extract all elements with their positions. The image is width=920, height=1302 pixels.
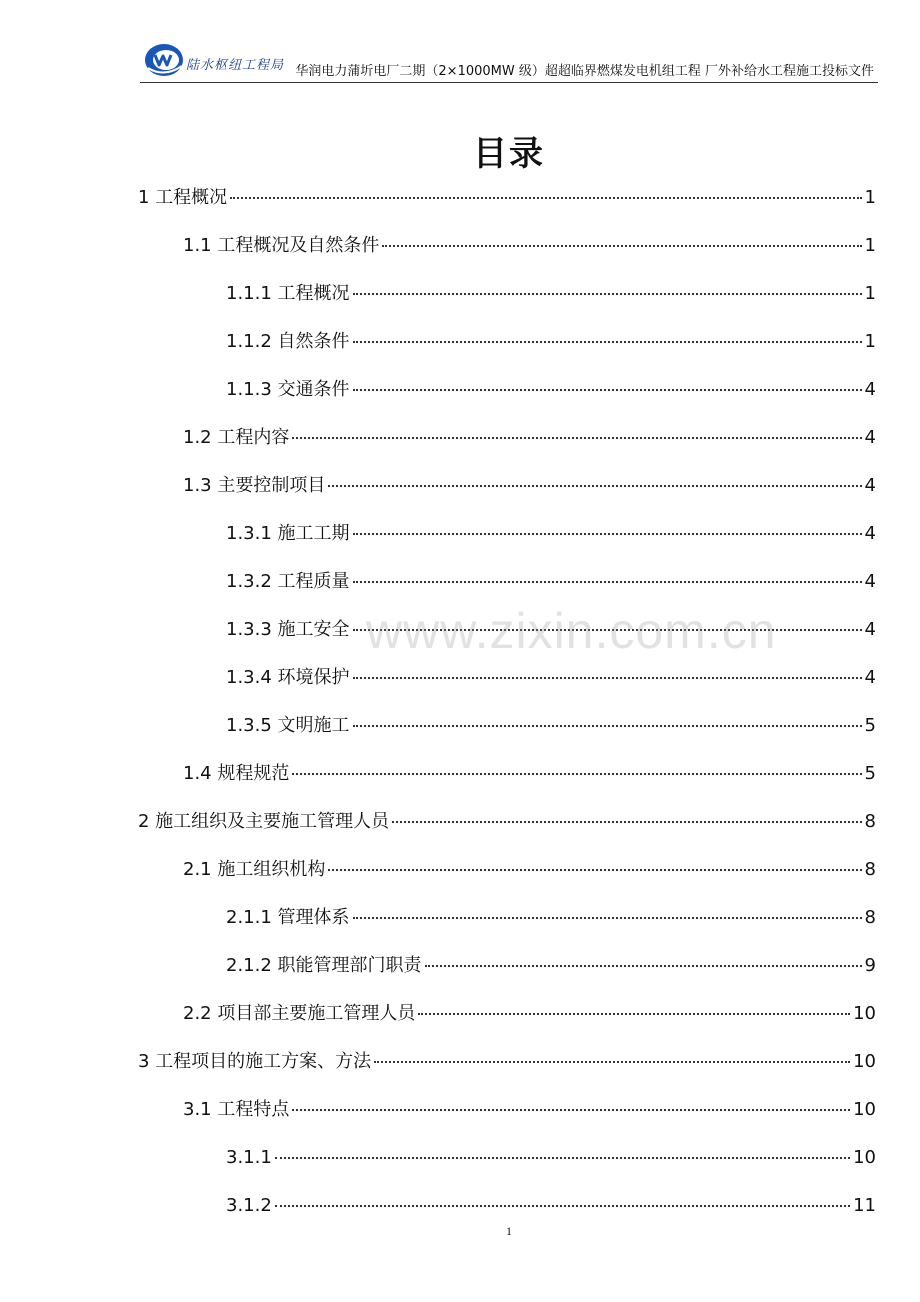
toc-entry-label: 1 工程概况 <box>138 187 228 208</box>
toc-entry[interactable] <box>226 1146 876 1170</box>
toc-entry-page: 10 <box>853 1147 876 1168</box>
toc-leader <box>353 677 862 679</box>
toc-entry-page: 4 <box>864 619 876 640</box>
toc-entry-page: 1 <box>864 283 876 304</box>
toc-leader <box>353 389 862 391</box>
toc-leader <box>418 1013 850 1015</box>
toc-entry[interactable] <box>226 666 876 690</box>
toc-entry-label: 3.1.2 <box>226 1195 272 1216</box>
toc-entry-label: 1.4 规程规范 <box>183 763 290 784</box>
toc-entry[interactable] <box>226 522 876 546</box>
toc-entry[interactable] <box>226 378 876 402</box>
toc-entry[interactable] <box>138 810 876 834</box>
toc-leader <box>353 533 862 535</box>
toc-entry-label: 1.3.3 施工安全 <box>226 619 350 640</box>
toc-leader <box>230 197 861 199</box>
toc-leader <box>353 917 862 919</box>
toc-entry-page: 4 <box>864 523 876 544</box>
toc-entry-page: 5 <box>864 763 876 784</box>
toc-entry-label: 1.1.3 交通条件 <box>226 379 350 400</box>
toc-leader <box>292 1109 850 1111</box>
toc-entry[interactable] <box>226 570 876 594</box>
toc-entry-label: 3.1.1 <box>226 1147 272 1168</box>
toc-entry-label: 1.3.2 工程质量 <box>226 571 350 592</box>
toc-entry-page: 8 <box>864 907 876 928</box>
toc-entry[interactable] <box>226 906 876 930</box>
toc-entry-label: 2.1 施工组织机构 <box>183 859 326 880</box>
toc-entry[interactable] <box>226 618 876 642</box>
footer-page-number: 1 <box>506 1224 512 1238</box>
toc-leader <box>353 341 862 343</box>
toc-entry-page: 4 <box>864 379 876 400</box>
toc-entry-label: 1.1.2 自然条件 <box>226 331 350 352</box>
toc-entry-label: 1.3.5 文明施工 <box>226 715 350 736</box>
toc-entry-page: 10 <box>853 1003 876 1024</box>
toc-leader <box>353 293 862 295</box>
toc-entry[interactable] <box>226 714 876 738</box>
toc-leader <box>425 965 862 967</box>
toc-entry-page: 10 <box>853 1099 876 1120</box>
toc-leader <box>382 245 861 247</box>
toc-entry-label: 1.1.1 工程概况 <box>226 283 350 304</box>
watermark: www.zixin.com.cn <box>366 603 777 659</box>
toc-entry-page: 8 <box>864 811 876 832</box>
toc-entry-page: 8 <box>864 859 876 880</box>
toc-entry-label: 2.1.1 管理体系 <box>226 907 350 928</box>
toc-entry[interactable] <box>138 1050 876 1074</box>
toc-entry[interactable] <box>183 858 876 882</box>
toc-leader <box>374 1061 850 1063</box>
toc-entry-page: 4 <box>864 667 876 688</box>
toc-entry[interactable] <box>183 426 876 450</box>
toc-entry-page: 5 <box>864 715 876 736</box>
header-title: 华润电力蒲圻电厂二期（2×1000MW 级）超超临界燃煤发电机组工程 厂外补给水工程施工投标文件 <box>295 64 874 79</box>
toc-entry[interactable] <box>183 762 876 786</box>
toc-entry-label: 1.3.1 施工工期 <box>226 523 350 544</box>
toc-entry[interactable] <box>226 330 876 354</box>
toc-entry[interactable] <box>183 1002 876 1026</box>
document-title: 目录 <box>473 134 545 174</box>
toc-entry-label: 1.3.4 环境保护 <box>226 667 350 688</box>
toc-entry-page: 1 <box>864 235 876 256</box>
toc-entry[interactable] <box>183 1098 876 1122</box>
toc-entry[interactable] <box>183 234 876 258</box>
toc-entry-label: 2.2 项目部主要施工管理人员 <box>183 1003 416 1024</box>
toc-entry-label: 2 施工组织及主要施工管理人员 <box>138 811 390 832</box>
toc-entry-page: 4 <box>864 427 876 448</box>
toc-leader <box>275 1205 850 1207</box>
toc-leader <box>353 629 862 631</box>
logo-text: 陆水枢纽工程局 <box>186 58 285 73</box>
toc-entry[interactable] <box>226 1194 876 1218</box>
toc-entry-label: 2.1.2 职能管理部门职责 <box>226 955 422 976</box>
toc-entry[interactable] <box>226 954 876 978</box>
toc-leader <box>353 725 862 727</box>
toc-entry[interactable] <box>226 282 876 306</box>
toc-entry-page: 4 <box>864 571 876 592</box>
toc-leader <box>275 1157 850 1159</box>
toc-leader <box>392 821 861 823</box>
toc-entry-label: 3.1 工程特点 <box>183 1099 290 1120</box>
toc-entry-page: 4 <box>864 475 876 496</box>
toc-leader <box>328 869 861 871</box>
toc-entry[interactable] <box>183 474 876 498</box>
toc-leader <box>328 485 861 487</box>
toc-entry-label: 1.1 工程概况及自然条件 <box>183 235 380 256</box>
toc-entry[interactable] <box>138 186 876 210</box>
toc-entry-page: 1 <box>864 331 876 352</box>
toc-entry-page: 9 <box>864 955 876 976</box>
toc-entry-label: 1.3 主要控制项目 <box>183 475 326 496</box>
toc-leader <box>292 773 861 775</box>
toc-entry-label: 1.2 工程内容 <box>183 427 290 448</box>
toc-entry-page: 1 <box>864 187 876 208</box>
toc-leader <box>353 581 862 583</box>
toc-leader <box>292 437 861 439</box>
toc-entry-label: 3 工程项目的施工方案、方法 <box>138 1051 372 1072</box>
toc-entry-page: 10 <box>853 1051 876 1072</box>
toc-entry-page: 11 <box>853 1195 876 1216</box>
